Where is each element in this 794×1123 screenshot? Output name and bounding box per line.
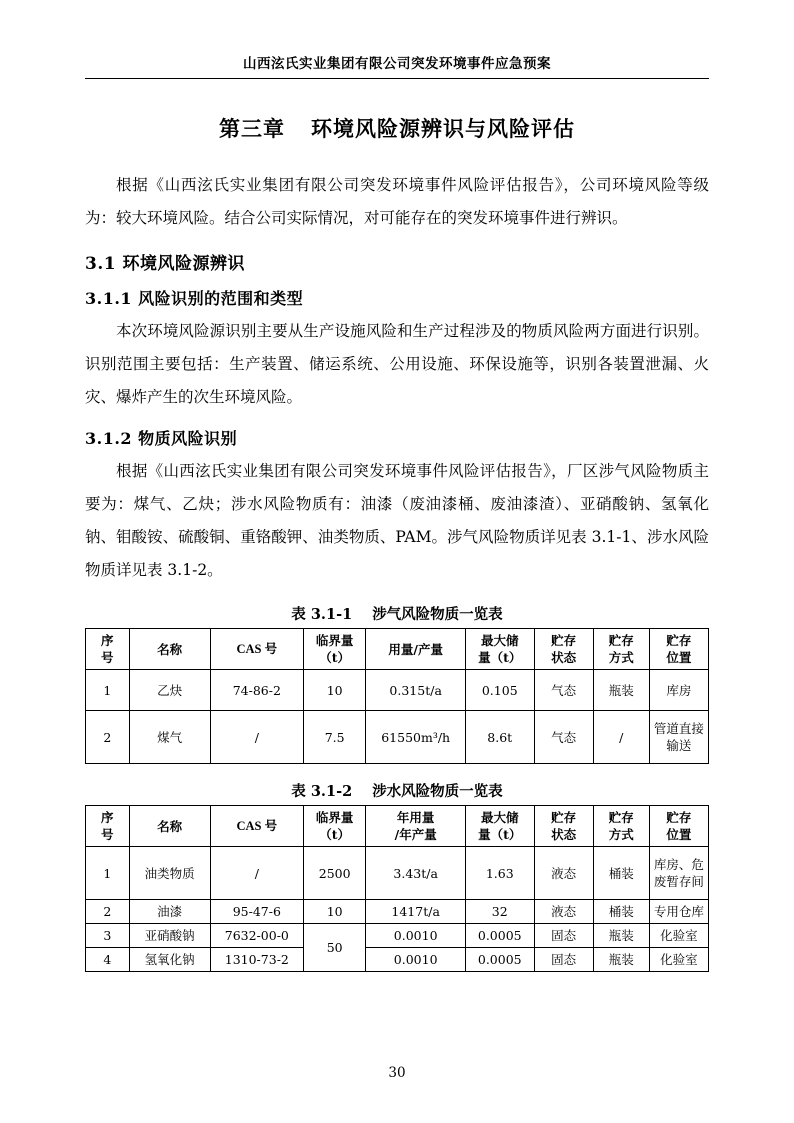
cell-cas: 7632-00-0 (210, 924, 303, 948)
cell-storage-location: 管道直接输送 (649, 711, 708, 764)
cell-cas: 95-47-6 (210, 900, 303, 924)
table-header-row (86, 629, 709, 670)
cell-storage-state: 固态 (534, 924, 593, 948)
cell-storage-location: 库房 (649, 670, 708, 711)
col-name: 名称 (129, 629, 210, 670)
cell-threshold: 10 (304, 900, 366, 924)
table-row (86, 711, 709, 764)
cell-usage: 0.315t/a (366, 670, 466, 711)
cell-index: 1 (86, 847, 130, 900)
col-storage-method: 贮存 方式 (593, 629, 649, 670)
cell-max-storage: 1.63 (466, 847, 535, 900)
cell-annual-usage: 3.43t/a (366, 847, 466, 900)
table-gas-title: 涉气风险物质一览表 (372, 606, 503, 623)
running-header: 山西泫氏实业集团有限公司突发环境事件应急预案 (243, 56, 551, 72)
cell-annual-usage: 1417t/a (366, 900, 466, 924)
heading-3-1-2: 3.1.2 物质风险识别 (85, 429, 238, 448)
col-max-storage: 最大储 量（t） (466, 629, 535, 670)
cell-name: 亚硝酸钠 (129, 924, 210, 948)
cell-storage-method: 桶装 (593, 847, 649, 900)
table-row (86, 924, 709, 948)
col-storage-state: 贮存 状态 (534, 629, 593, 670)
chapter-name: 环境风险源辨识与风险评估 (311, 116, 575, 141)
table-gas-caption (85, 603, 709, 624)
cell-storage-state: 固态 (534, 948, 593, 972)
cell-cas: / (210, 711, 303, 764)
cell-annual-usage: 0.0010 (366, 948, 466, 972)
col-cas: CAS 号 (210, 806, 303, 847)
cell-name: 氢氧化钠 (129, 948, 210, 972)
table-gas-risk-substances (85, 628, 709, 764)
chapter-number: 第三章 (219, 116, 285, 141)
cell-max-storage: 0.0005 (466, 948, 535, 972)
cell-threshold: 2500 (304, 847, 366, 900)
col-cas: CAS 号 (210, 629, 303, 670)
cell-storage-state: 液态 (534, 847, 593, 900)
cell-storage-method: 瓶装 (593, 924, 649, 948)
table-water-number: 表 3.1-2 (291, 783, 353, 800)
paragraph-intro: 根据《山西泫氏实业集团有限公司突发环境事件风险评估报告》，公司环境风险等级为：较大环境风险。结合公司实际情况，对可能存在的突发环境事件进行辨识。 (85, 176, 709, 227)
heading-3-1-1: 3.1.1 风险识别的范围和类型 (85, 289, 304, 308)
table-row (86, 670, 709, 711)
cell-storage-state: 液态 (534, 900, 593, 924)
table-header-row (86, 806, 709, 847)
cell-storage-location: 专用仓库 (649, 900, 708, 924)
cell-max-storage: 0.105 (466, 670, 535, 711)
cell-name: 乙炔 (129, 670, 210, 711)
cell-storage-state: 气态 (534, 711, 593, 764)
cell-cas: / (210, 847, 303, 900)
table-water-caption (85, 780, 709, 801)
table-row (86, 900, 709, 924)
header-divider (85, 78, 709, 79)
cell-storage-method: 瓶装 (593, 948, 649, 972)
cell-name: 油类物质 (129, 847, 210, 900)
paragraph-material: 根据《山西泫氏实业集团有限公司突发环境事件风险评估报告》，厂区涉气风险物质主要为：煤气、乙炔；涉水风险物质有：油漆（废油漆桶、废油漆渣）、亚硝酸钠、氢氧化钠、钼酸铵、硫酸铜、重铬酸钾、油类物质、PAM。涉气风险物质详见表 3.1-1、涉水风险物质详见表 3.1-2。 (85, 462, 709, 579)
cell-storage-location: 库房、危废暂存间 (649, 847, 708, 900)
cell-storage-location: 化验室 (649, 924, 708, 948)
col-storage-method: 贮存 方式 (593, 806, 649, 847)
chapter-title (85, 113, 709, 143)
cell-storage-method: 瓶装 (593, 670, 649, 711)
col-threshold: 临界量 （t） (304, 629, 366, 670)
cell-cas: 1310-73-2 (210, 948, 303, 972)
cell-name: 煤气 (129, 711, 210, 764)
cell-index: 1 (86, 670, 130, 711)
table-water-risk-substances (85, 805, 709, 972)
cell-max-storage: 0.0005 (466, 924, 535, 948)
cell-threshold: 10 (304, 670, 366, 711)
col-storage-location: 贮存 位置 (649, 629, 708, 670)
cell-threshold: 7.5 (304, 711, 366, 764)
table-row (86, 948, 709, 972)
col-storage-location: 贮存 位置 (649, 806, 708, 847)
col-index: 序 号 (86, 806, 130, 847)
cell-index: 2 (86, 900, 130, 924)
col-annual-usage: 年用量 /年产量 (366, 806, 466, 847)
heading-3-1: 3.1 环境风险源辨识 (85, 254, 245, 274)
cell-cas: 74-86-2 (210, 670, 303, 711)
cell-index: 4 (86, 948, 130, 972)
cell-storage-location: 化验室 (649, 948, 708, 972)
cell-index: 3 (86, 924, 130, 948)
col-index: 序 号 (86, 629, 130, 670)
cell-max-storage: 8.6t (466, 711, 535, 764)
cell-storage-method: 桶装 (593, 900, 649, 924)
cell-name: 油漆 (129, 900, 210, 924)
paragraph-scope: 本次环境风险源识别主要从生产设施风险和生产过程涉及的物质风险两方面进行识别。识别范围主要包括：生产装置、储运系统、公用设施、环保设施等，识别各装置泄漏、火灾、爆炸产生的次生环境风险。 (85, 322, 709, 406)
col-storage-state: 贮存 状态 (534, 806, 593, 847)
cell-storage-state: 气态 (534, 670, 593, 711)
cell-threshold: 50 (304, 924, 366, 972)
col-threshold: 临界量 （t） (304, 806, 366, 847)
cell-index: 2 (86, 711, 130, 764)
page-number: 30 (388, 1065, 406, 1081)
table-water-title: 涉水风险物质一览表 (372, 783, 503, 800)
cell-usage: 61550m³/h (366, 711, 466, 764)
col-max-storage: 最大储 量（t） (466, 806, 535, 847)
cell-annual-usage: 0.0010 (366, 924, 466, 948)
table-gas-number: 表 3.1-1 (291, 606, 353, 623)
col-usage: 用量/产量 (366, 629, 466, 670)
table-row (86, 847, 709, 900)
col-name: 名称 (129, 806, 210, 847)
cell-storage-method: / (593, 711, 649, 764)
cell-max-storage: 32 (466, 900, 535, 924)
